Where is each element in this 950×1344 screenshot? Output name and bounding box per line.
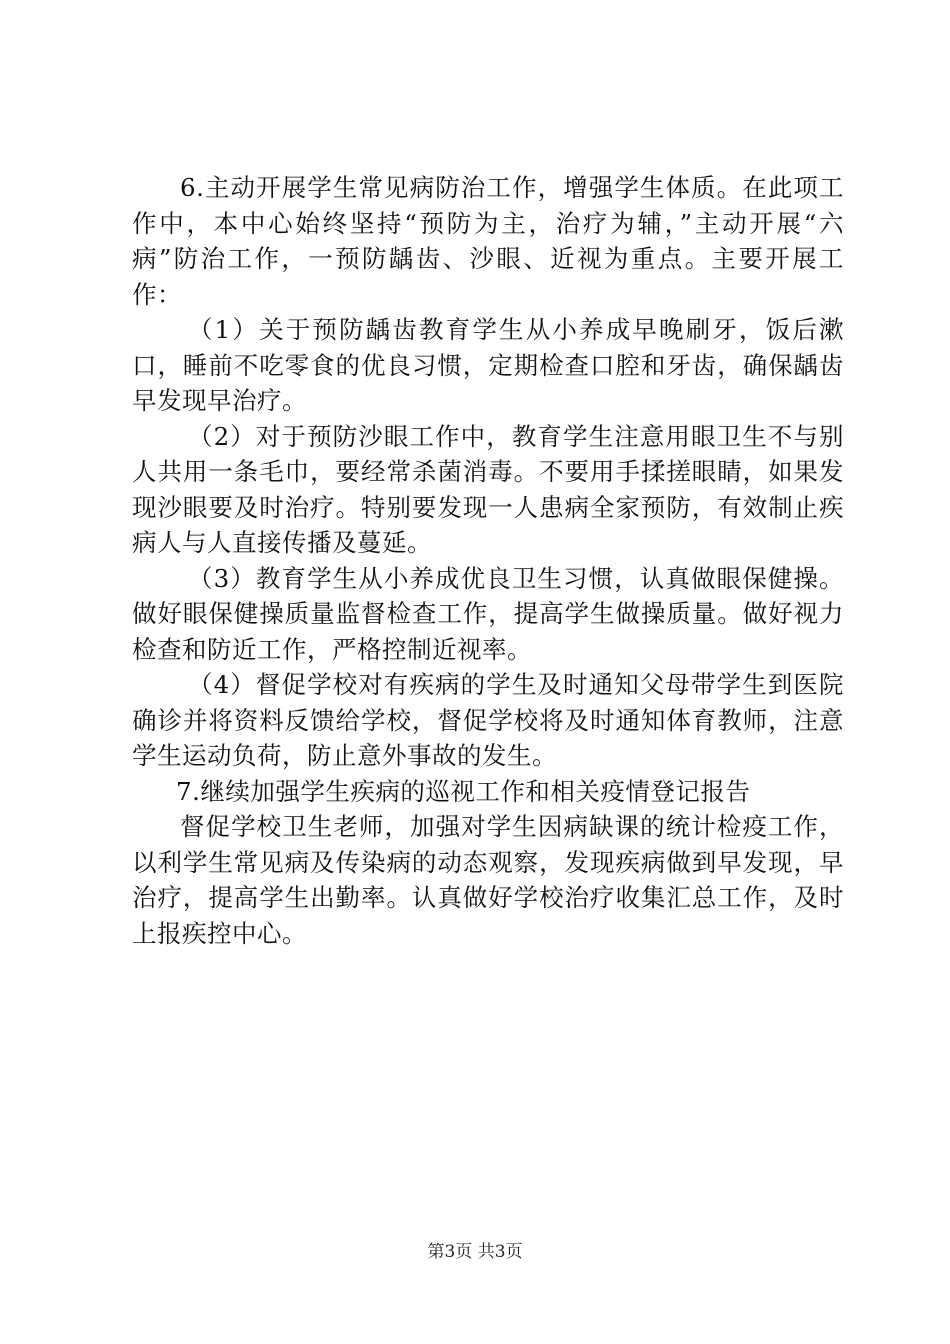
document-body [132,170,844,951]
paragraph-subitem-4: （4）督促学校对有疾病的学生及时通知父母带学生到医院确诊并将资料反馈给学校，督促学校将及时通知体育教师，注意学生运动负荷，防止意外事故的发生。 [132,670,844,770]
paragraph-item-7-body: 督促学校卫生老师，加强对学生因病缺课的统计检疫工作，以利学生常见病及传染病的动态观察，发现疾病做到早发现，早治疗，提高学生出勤率。认真做好学校治疗收集汇总工作，及时上报疾控中心。 [132,812,844,948]
page-footer: 第3页 共3页 [427,1242,523,1262]
paragraph-item-7-heading: 7.继续加强学生疾病的巡视工作和相关疫情登记报告 [176,776,751,806]
paragraph-subitem-3: （3）教育学生从小养成优良卫生习惯，认真做眼保健操。做好眼保健操质量监督检查工作，提高学生做操质量。做好视力检查和防近工作，严格控制近视率。 [132,563,844,664]
paragraph-subitem-1: （1）关于预防龋齿教育学生从小养成早晚刷牙，饭后漱口，睡前不吃零食的优良习惯，定期检查口腔和牙齿，确保龋齿早发现早治疗。 [132,315,844,415]
paragraph-item-6: 6.主动开展学生常见病防治工作，增强学生体质。在此项工作中，本中心始终坚持“预防为主，治疗为辅，”主动开展“六病”防治工作，一预防龋齿、沙眼、近视为重点。主要开展工作： [132,173,844,309]
paragraph-subitem-2: （2）对于预防沙眼工作中，教育学生注意用眼卫生不与别人共用一条毛巾，要经常杀菌消毒。不要用手揉搓眼睛，如果发现沙眼要及时治疗。特别要发现一人患病全家预防，有效制止疾病人与人直接传播及蔓延。 [132,421,844,557]
